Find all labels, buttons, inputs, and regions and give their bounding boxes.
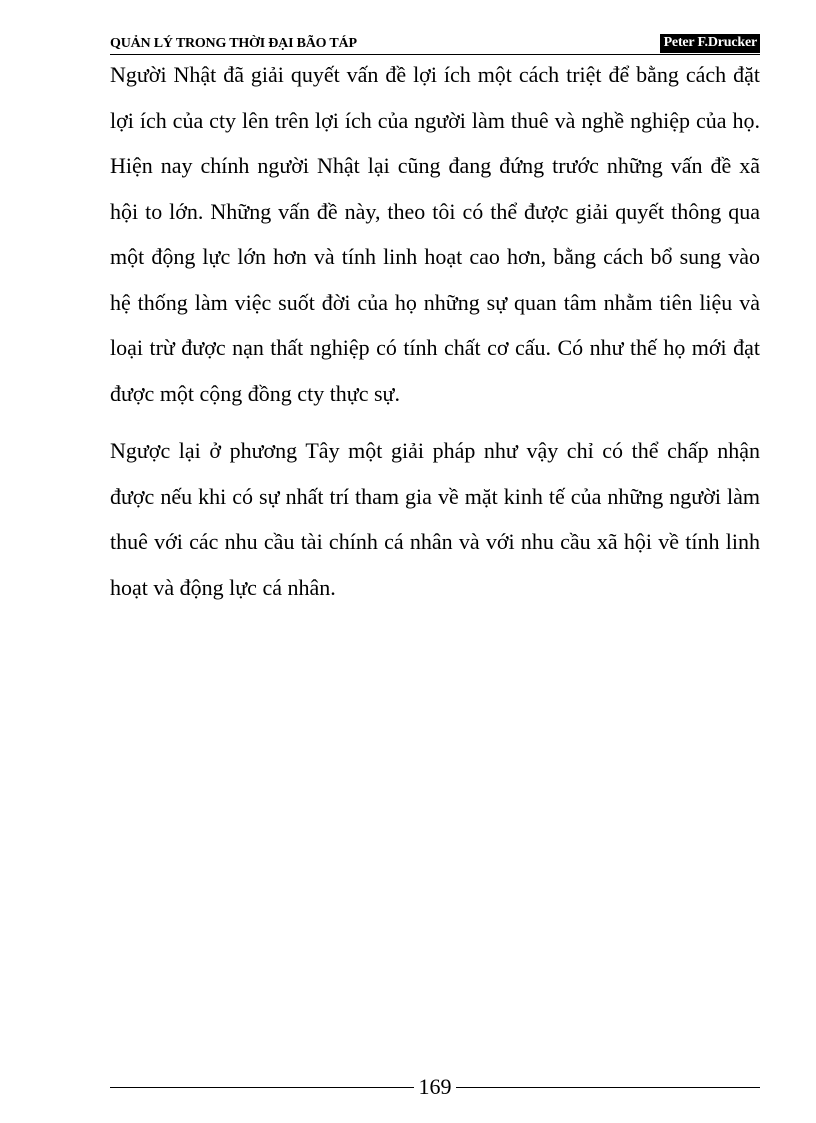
- book-title: QUẢN LÝ TRONG THỜI ĐẠI BÃO TÁP: [110, 36, 357, 51]
- paragraph: Người Nhật đã giải quyết vấn đề lợi ích một cách triệt để bằng cách đặt lợi ích của cty lên trên lợi ích của người làm thuê và nghề nghiệp của họ. Hiện nay chính người Nhật lại cũng đang đứng trước những vấn đề xã hội to lớn. Những vấn đề này, theo tôi có thể được giải quyết thông qua một động lực lớn hơn và tính linh hoạt cao hơn, bằng cách bổ sung vào hệ thống làm việc suốt đời của họ những sự quan tâm nhằm tiên liệu và loại trừ được nạn thất nghiệp có tính chất cơ cấu. Có như thế họ mới đạt được một cộng đồng cty thực sự.: [110, 62, 760, 406]
- paragraph: Ngược lại ở phương Tây một giải pháp như vậy chỉ có thể chấp nhận được nếu khi có sự nhất trí tham gia về mặt kinh tế của những người làm thuê với các nhu cầu tài chính cá nhân và với nhu cầu xã hội về tính linh hoạt và động lực cá nhân.: [110, 438, 760, 600]
- page-number: 169: [418, 1074, 452, 1099]
- footer-rule-left: [110, 1087, 414, 1088]
- author-label: Peter F.Drucker: [660, 34, 760, 53]
- page-footer: [110, 1074, 760, 1100]
- page-body: [110, 52, 760, 610]
- footer-rule-right: [456, 1087, 760, 1088]
